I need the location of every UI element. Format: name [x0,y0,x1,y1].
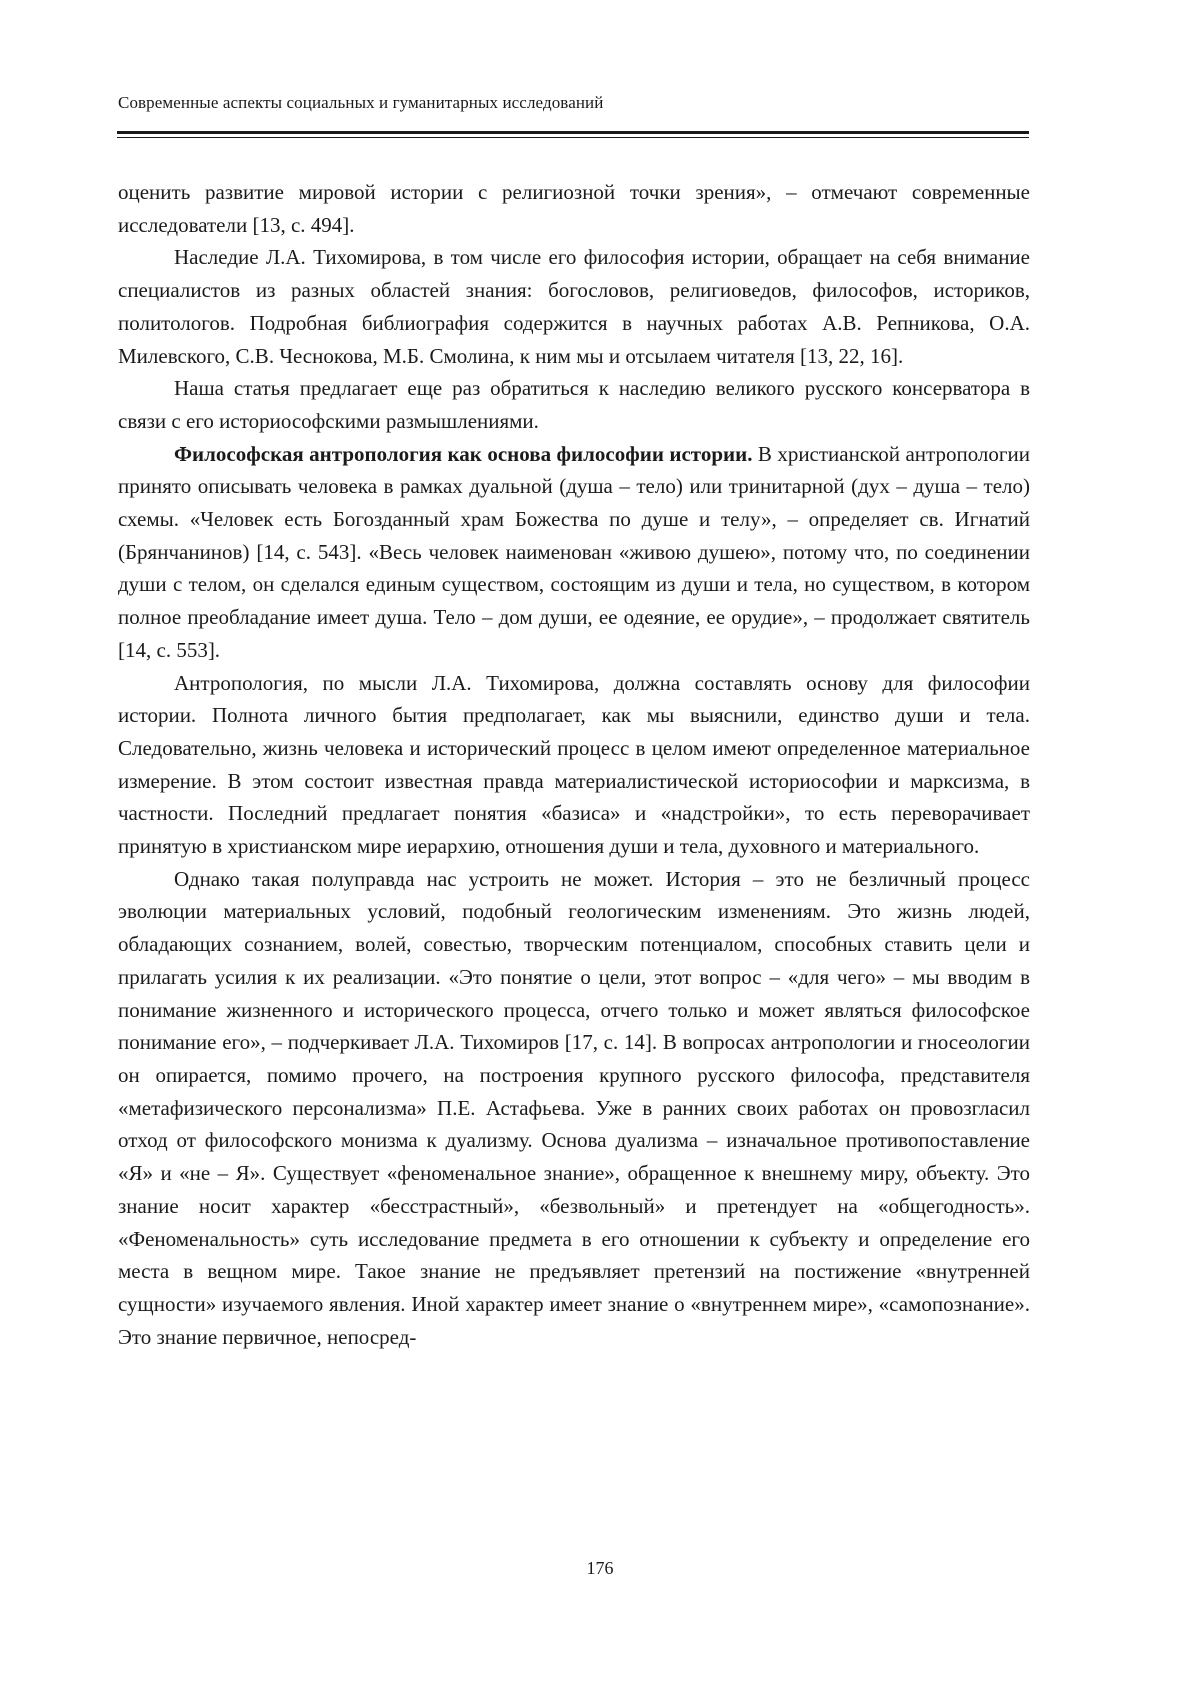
paragraph-half-truth: Однако такая полуправда нас устроить не может. История – это не безличный процесс эволюции материальных условий, подобный геологическим изменениям. Это жизнь людей, обладающих сознанием, волей, совестью, творческим потенциалом, способных ставить цели и прилагать усилия к их реализации. «Это понятие о цели, этот вопрос – «для чего» – мы вводим в понимание жизненного и исторического процесса, отчего только и может являться философское понимание его», – подчеркивает Л.А. Тихомиров [17, с. 14]. В вопросах антропологии и гносеологии он опирается, помимо прочего, на построения крупного русского философа, представителя «метафизического персонализма» П.Е. Астафьева. Уже в ранних своих работах он провозгласил отход от философского монизма к дуализму. Основа дуализма – изначальное противопоставление «Я» и «не – Я». Существует «феноменальное знание», обращенное к внешнему миру, объекту. Это знание носит характер «бесстрастный», «безвольный» и претендует на «общегодность». «Феноменальность» суть исследование предмета в его отношении к субъекту и определение его места в вещном мире. Такое знание не предъявляет претензий на постижение «внутренней сущности» изучаемого явления. Иной характер имеет знание о «внутреннем мире», «самопознание». Это знание первичное, непосред- [118,866,1030,1349]
paragraph-continuation: оценить развитие мировой истории с религиозной точки зрения», – отмечают современные исследователи [13, с. 494]. [118,180,1030,237]
header-rule-thick [117,131,1029,134]
page-number: 176 [586,1558,614,1578]
body-text [118,176,1030,1353]
running-header: Современные аспекты социальных и гуманитарных исследований [118,93,604,112]
section-text: В христианской антропологии принято описывать человека в рамках дуальной (душа – тело) или тринитарной (дух – душа – тело) схемы. «Человек есть Богозданный храм Божества по душе и телу», – определяет св. Игнатий (Брянчанинов) [14, с. 543]. «Весь человек наименован «живою душею», потому что, по соединении души с телом, он сделался единым существом, состоящим из души и тела, но существом, в котором полное преобладание имеет душа. Тело – дом души, ее одеяние, ее орудие», – продолжает святитель [14, с. 553]. [118,441,1030,662]
paragraph-anthropology [118,438,1030,667]
section-heading: Философская антропология как основа философии истории. [174,441,753,466]
paragraph-materialism: Антропология, по мысли Л.А. Тихомирова, должна составлять основу для философии истории. Полнота личного бытия предполагает, как мы выяснили, единство души и тела. Следовательно, жизнь человека и исторический процесс в целом имеют определенное материальное измерение. В этом состоит известная правда материалистической историософии и марксизма, в частности. Последний предлагает понятия «базиса» и «надстройки», то есть переворачивает принятую в христианском мире иерархию, отношения души и тела, духовного и материального. [118,670,1030,859]
paragraph-legacy: Наследие Л.А. Тихомирова, в том числе его философия истории, обращает на себя внимание специалистов из разных областей знания: богословов, религиоведов, философов, историков, политологов. Подробная библиография содержится в научных работах А.В. Репникова, О.А. Милевского, С.В. Чеснокова, М.Б. Смолина, к ним мы и отсылаем читателя [13, 22, 16]. [118,245,1030,368]
paragraph-article-purpose: Наша статья предлагает еще раз обратиться к наследию великого русского консерватора в связи с его историософскими размышлениями. [118,376,1030,433]
header-rule-thin [117,137,1029,138]
